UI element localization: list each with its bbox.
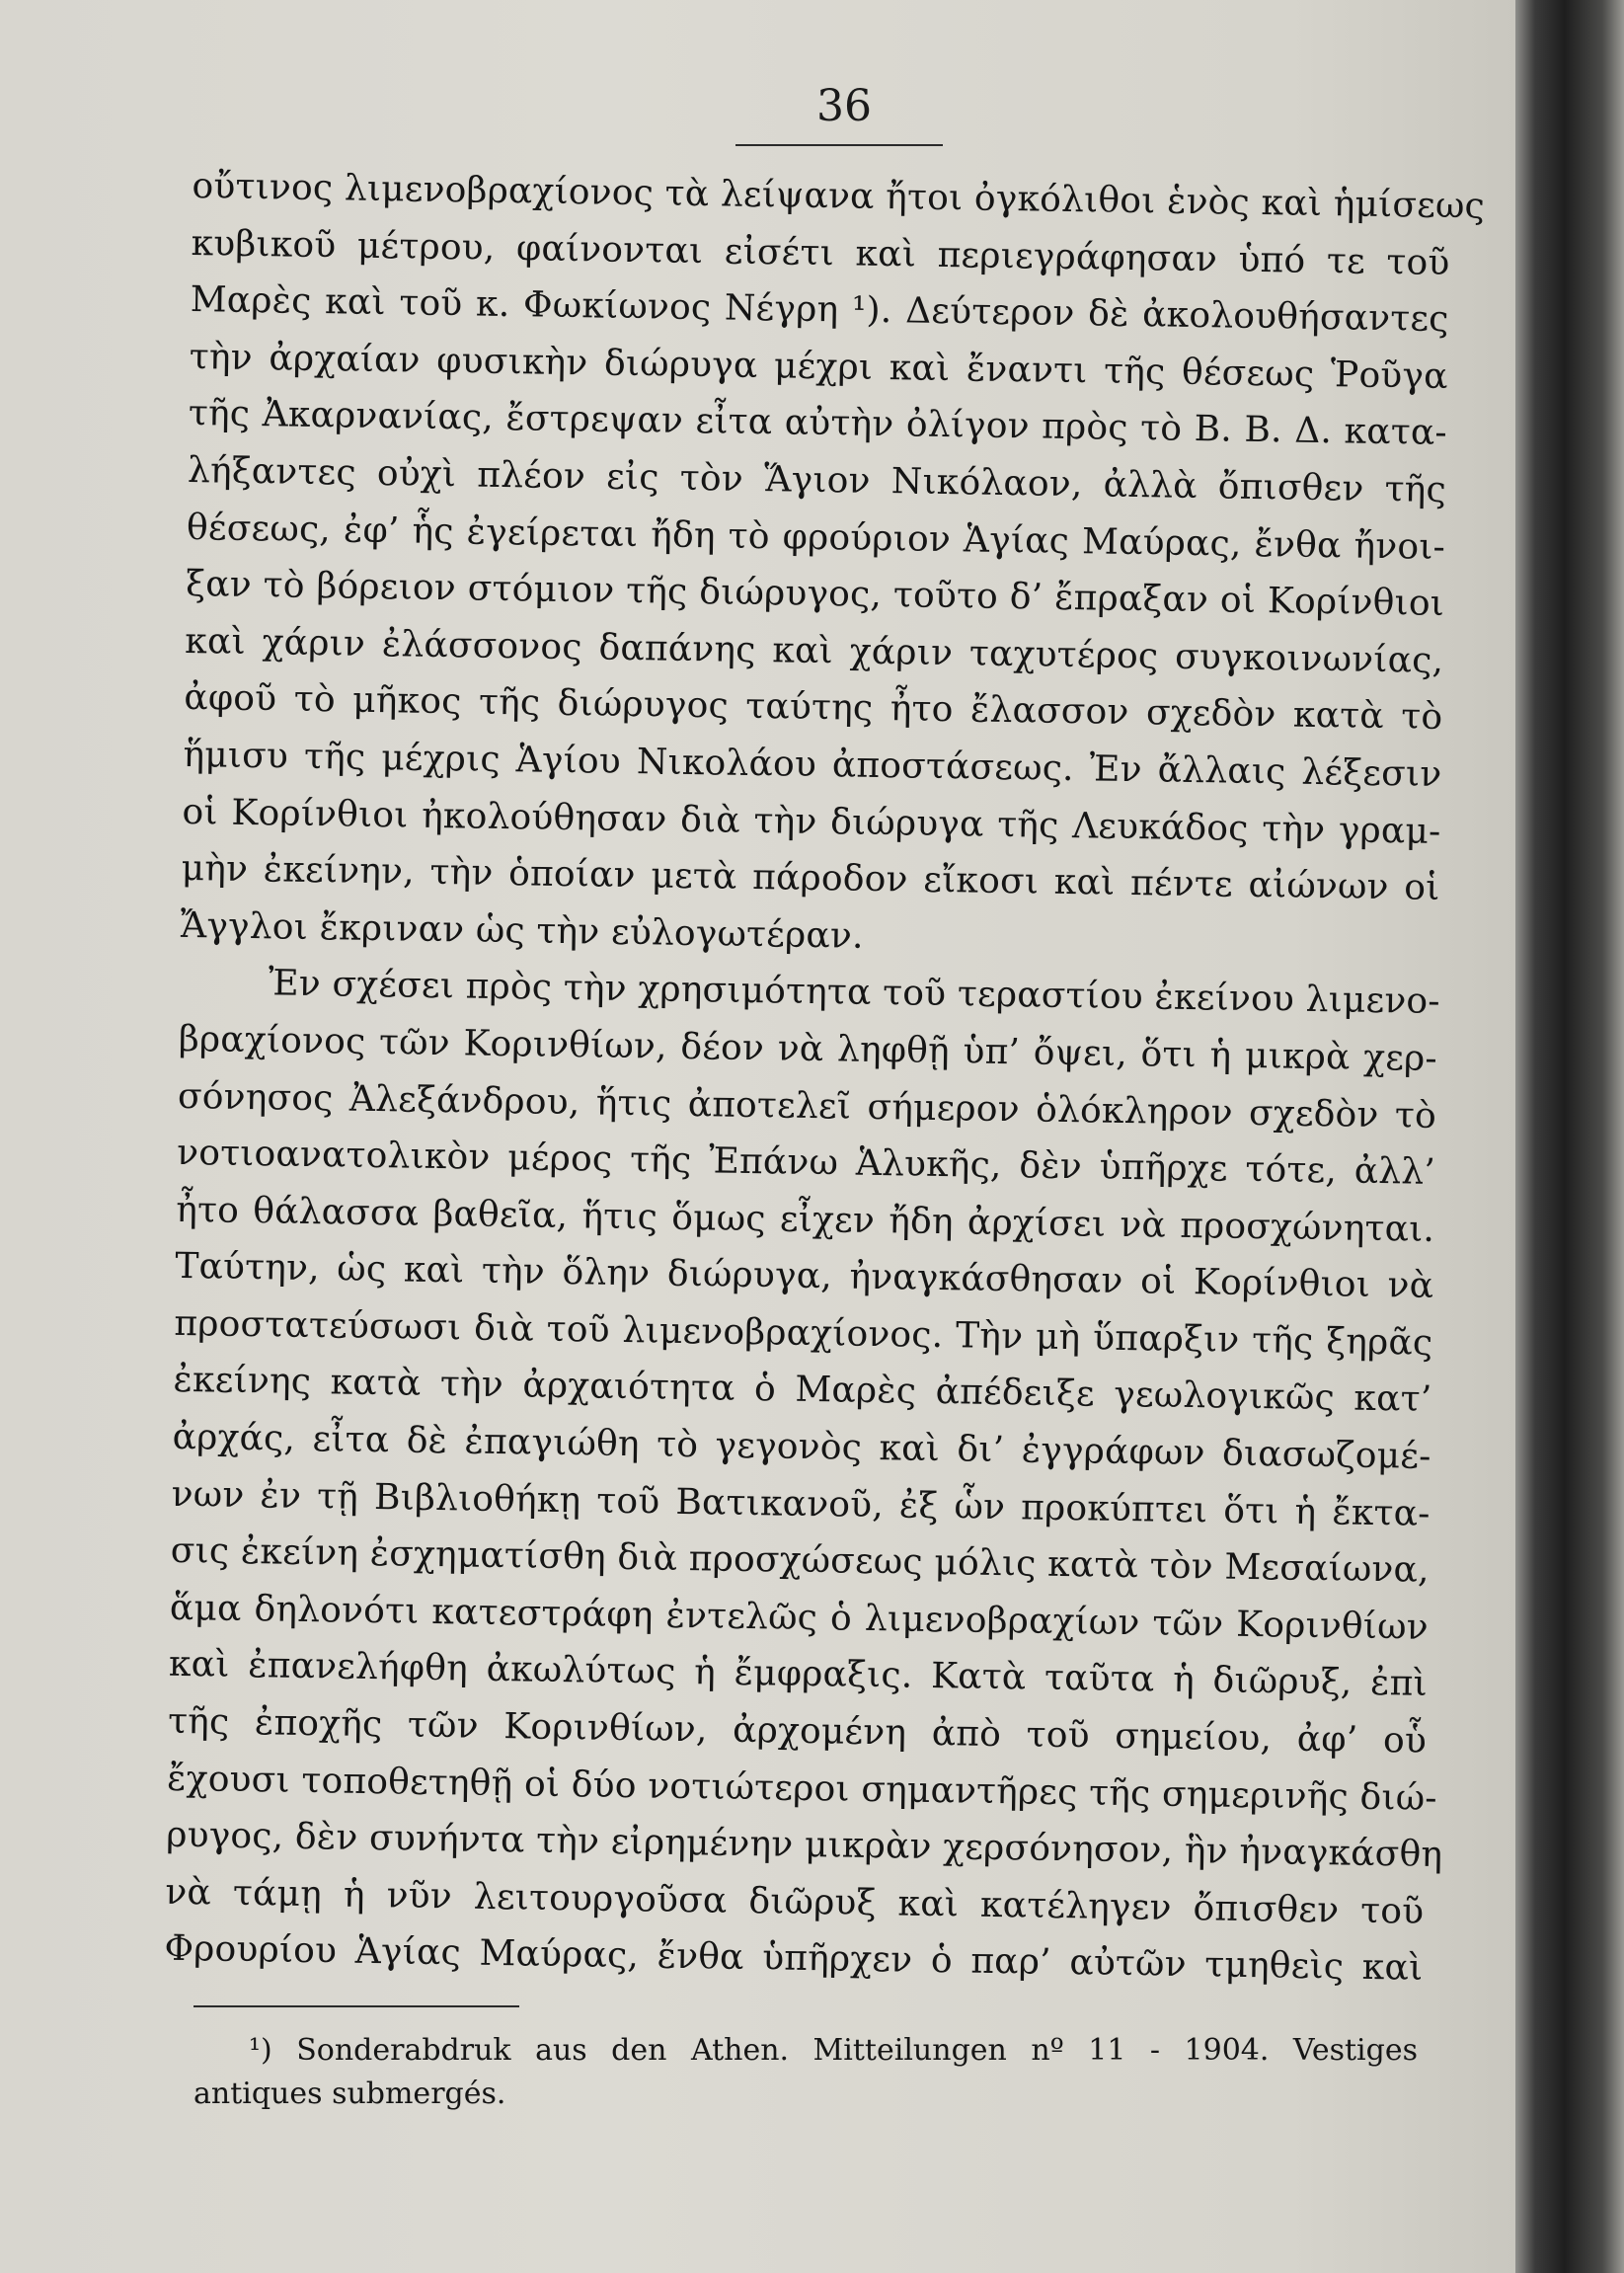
text-line: ρυγος, δὲν συνήντα τὴν εἰρημένην μικρὰν χερσόνησον, ἣν ἠναγκάσθη [165, 1815, 1443, 1876]
text-line: μὴν ἐκείνην, τὴν ὁποίαν μετὰ πάροδον εἴκοσι καὶ πέντε αἰώνων οἱ [181, 848, 1440, 909]
text-line: νὰ τάμῃ ἡ νῦν λειτουργοῦσα διῶρυξ καὶ κατέληγεν ὄπισθεν τοῦ [165, 1871, 1425, 1932]
footnote-line: antiques submergés. [193, 2077, 506, 2111]
footnote [193, 2029, 1418, 2116]
text-line: τῆς ἐποχῆς τῶν Κορινθίων, ἀρχομένη ἀπὸ τοῦ σημείου, ἀφ’ οὗ [167, 1700, 1428, 1762]
text-line: οὔτινος λιμενοβραχίονος τὰ λείψανα ἤτοι ὀγκόλιθοι ἑνὸς καὶ ἡμίσεως [192, 165, 1486, 227]
text-line: Ἐν σχέσει πρὸς τὴν χρησιμότητα τοῦ τεραστίου ἐκείνου λιμενο- [268, 963, 1441, 1023]
text-line: Μαρὲς καὶ τοῦ κ. Φωκίωνος Νέγρη ¹). Δεύτερον δὲ ἀκολουθήσαντες [190, 279, 1449, 341]
text-line: νων ἐν τῇ Βιβλιοθήκῃ τοῦ Βατικανοῦ, ἐξ ὧν προκύπτει ὅτι ἡ ἔκτα- [171, 1473, 1431, 1534]
main-text [164, 158, 1486, 1998]
text-line: ἐκείνης κατὰ τὴν ἀρχαιότητα ὁ Μαρὲς ἀπέδειξε γεωλογικῶς κατ’ [173, 1360, 1432, 1421]
text-line: Ταύτην, ὡς καὶ τὴν ὅλην διώρυγα, ἠναγκάσθησαν οἱ Κορίνθιοι νὰ [175, 1246, 1434, 1307]
text-line: προστατεύσωσι διὰ τοῦ λιμενοβραχίονος. Τὴν μὴ ὕπαρξιν τῆς ξηρᾶς [174, 1302, 1433, 1364]
text-line: τῆς Ἀκαρνανίας, ἔστρεψαν εἶτα αὐτὴν ὀλίγον πρὸς τὸ Β. Β. Δ. κατα- [188, 393, 1448, 454]
text-line: ἥμισυ τῆς μέχρις Ἁγίου Νικολάου ἀποστάσεως. Ἐν ἄλλαις λέξεσιν [183, 734, 1442, 795]
text-line: Φρουρίου Ἁγίας Μαύρας, ἔνθα ὑπῆρχεν ὁ παρ’ αὐτῶν τμηθεὶς καὶ [164, 1928, 1424, 1990]
text-line: ἔχουσι τοποθετηθῇ οἱ δύο νοτιώτεροι σημαντῆρες τῆς σημερινῆς διώ- [166, 1758, 1438, 1819]
book-binding-edge [1515, 0, 1624, 2273]
text-line: τὴν ἀρχαίαν φυσικὴν διώρυγα μέχρι καὶ ἔναντι τῆς θέσεως Ῥοῦγα [189, 336, 1449, 397]
text-line: καὶ χάριν ἐλάσσονος δαπάνης καὶ χάριν ταχυτέρος συγκοινωνίας, [184, 620, 1444, 681]
text-line: ἀφοῦ τὸ μῆκος τῆς διώρυγος ταύτης ἦτο ἔλασσον σχεδὸν κατὰ τὸ [184, 677, 1443, 739]
text-line: ἀρχάς, εἶτα δὲ ἐπαγιώθη τὸ γεγονὸς καὶ δι’ ἐγγράφων διασωζομέ- [172, 1416, 1431, 1477]
text-line: σις ἐκείνη ἐσχηματίσθη διὰ προσχώσεως μόλις κατὰ τὸν Μεσαίωνα, [170, 1530, 1431, 1592]
text-line: ξαν τὸ βόρειον στόμιον τῆς διώρυγος, τοῦτο δ’ ἔπραξαν οἱ Κορίνθιοι [185, 564, 1445, 625]
text-line: καὶ ἐπανελήφθη ἀκωλύτως ἡ ἔμφραξις. Κατὰ ταῦτα ἡ διῶρυξ, ἐπὶ [168, 1644, 1429, 1705]
text-line: λήξαντες οὐχὶ πλέον εἰς τὸν Ἅγιον Νικόλαον, ἀλλὰ ὄπισθεν τῆς [187, 449, 1447, 510]
text-line: θέσεως, ἐφ’ ἧς ἐγείρεται ἤδη τὸ φρούριον Ἁγίας Μαύρας, ἔνθα ἤνοι- [186, 507, 1446, 568]
text-line: οἱ Κορίνθιοι ἠκολούθησαν διὰ τὴν διώρυγα τῆς Λευκάδος τὴν γραμ- [182, 791, 1441, 852]
footnote-rule [193, 2005, 519, 2007]
text-line: ἦτο θάλασσα βαθεῖα, ἥτις ὅμως εἶχεν ἤδη ἀρχίσει νὰ προσχώνηται. [175, 1189, 1435, 1250]
header-rule [735, 144, 943, 146]
footnote-line: ¹) Sonderabdruk aus den Athen. Mitteilungen nº 11 - 1904. Vestiges [249, 2033, 1418, 2068]
text-line: κυβικοῦ μέτρου, φαίνονται εἰσέτι καὶ περιεγράφησαν ὑπό τε τοῦ [191, 222, 1450, 283]
text-line: σόνησος Ἀλεξάνδρου, ἥτις ἀποτελεῖ σήμερον ὁλόκληρον σχεδὸν τὸ [177, 1075, 1437, 1136]
text-line: νοτιοανατολικὸν μέρος τῆς Ἐπάνω Ἁλυκῆς, δὲν ὑπῆρχε τότε, ἀλλ’ [176, 1132, 1436, 1193]
text-line: Ἄγγλοι ἔκριναν ὡς τὴν εὐλογωτέραν. [180, 904, 864, 957]
text-line: ἅμα δηλονότι κατεστράφη ἐντελῶς ὁ λιμενοβραχίων τῶν Κορινθίων [169, 1587, 1430, 1648]
page-number: 36 [816, 81, 872, 131]
text-line: βραχίονος τῶν Κορινθίων, δέον νὰ ληφθῇ ὑπ’ ὄψει, ὅτι ἡ μικρὰ χερ- [178, 1018, 1438, 1079]
